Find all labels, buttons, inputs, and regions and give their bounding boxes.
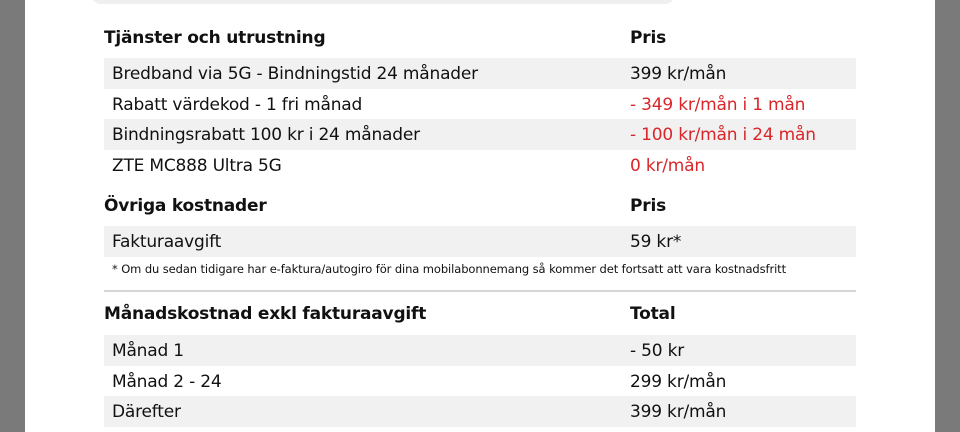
services-header-price: Pris xyxy=(630,28,666,48)
section-divider xyxy=(104,290,856,292)
service-row xyxy=(104,119,856,150)
other-costs-header-label: Övriga kostnader xyxy=(104,196,267,216)
collapsed-panel-edge xyxy=(91,0,675,4)
service-name: Bindningsrabatt 100 kr i 24 månader xyxy=(112,124,420,145)
service-price: 0 kr/mån xyxy=(630,155,705,176)
services-header xyxy=(104,23,856,53)
service-price: - 100 kr/mån i 24 mån xyxy=(630,124,816,145)
service-row xyxy=(104,89,856,120)
monthly-period: Månad 1 xyxy=(112,340,184,361)
other-cost-price: 59 kr* xyxy=(630,231,682,252)
monthly-period: Månad 2 - 24 xyxy=(112,371,222,392)
service-name: ZTE MC888 Ultra 5G xyxy=(112,155,282,176)
service-price: 399 kr/mån xyxy=(630,63,727,84)
monthly-total: - 50 kr xyxy=(630,340,685,361)
monthly-row xyxy=(104,335,856,366)
service-name: Bredband via 5G - Bindningstid 24 månader xyxy=(112,63,478,84)
monthly-total: 299 kr/mån xyxy=(630,371,727,392)
other-cost-name: Fakturaavgift xyxy=(112,231,222,252)
other-costs-header-price: Pris xyxy=(630,196,666,216)
service-name: Rabatt värdekod - 1 fri månad xyxy=(112,94,363,115)
service-price: - 349 kr/mån i 1 mån xyxy=(630,94,806,115)
monthly-row xyxy=(104,366,856,397)
monthly-period: Därefter xyxy=(112,401,181,422)
other-costs-header xyxy=(104,191,856,221)
monthly-header xyxy=(104,299,856,329)
other-cost-row xyxy=(104,226,856,257)
services-header-label: Tjänster och utrustning xyxy=(104,28,326,48)
service-row xyxy=(104,150,856,181)
monthly-row xyxy=(104,396,856,427)
service-row xyxy=(104,58,856,89)
invoice-fee-footnote: * Om du sedan tidigare har e-faktura/autogiro för dina mobilabonnemang så kommer det fortsatt att vara kostnadsfritt xyxy=(112,262,786,276)
monthly-header-total: Total xyxy=(630,304,676,324)
monthly-header-label: Månadskostnad exkl fakturaavgift xyxy=(104,304,427,324)
monthly-total: 399 kr/mån xyxy=(630,401,727,422)
